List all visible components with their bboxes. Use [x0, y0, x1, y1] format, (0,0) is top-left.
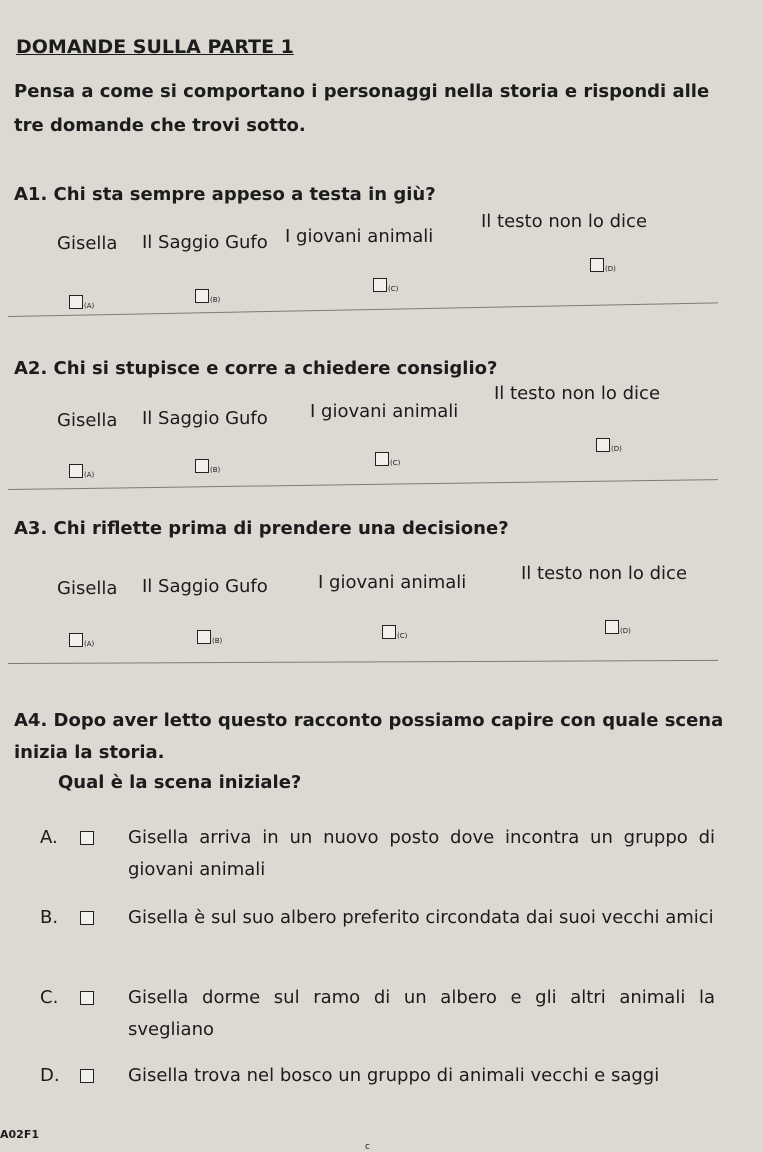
q3-checkbox-d-tag: (D): [620, 627, 631, 635]
divider: [8, 660, 718, 664]
q1-checkbox-b-tag: (B): [210, 296, 221, 304]
divider: [8, 479, 718, 490]
answer-a-letter: A.: [40, 827, 58, 848]
q2-option-b-label: Il Saggio Gufo: [142, 408, 268, 429]
q3-option-c-label: I giovani animali: [318, 572, 467, 593]
q3-checkbox-c-tag: (C): [397, 632, 408, 640]
answer-c-checkbox[interactable]: [80, 991, 94, 1005]
q3-option-a-label: Gisella: [57, 578, 118, 599]
q1-option-d-label: Il testo non lo dice: [481, 211, 648, 232]
footer-code: A02F1: [0, 1128, 39, 1141]
q1-option-a-label: Gisella: [57, 233, 118, 254]
question-a3: A3. Chi riflette prima di prendere una decisione?: [14, 518, 509, 539]
q2-checkbox-a[interactable]: [69, 460, 94, 479]
q1-checkbox-a-tag: (A): [84, 302, 95, 310]
q2-checkbox-d-tag: (D): [611, 445, 622, 453]
instructions: Pensa a come si comportano i personaggi nella storia e rispondi alle tre domande che trovi sotto.: [14, 81, 710, 136]
q2-checkbox-d[interactable]: [596, 434, 622, 453]
q3-checkbox-b[interactable]: [197, 626, 222, 645]
q2-checkbox-a-tag: (A): [84, 471, 95, 479]
q2-option-a-label: Gisella: [57, 410, 118, 431]
answer-a-text: Gisella arriva in un nuovo posto dove incontra un gruppo di giovani animali: [128, 827, 715, 880]
question-a4-subquestion: Qual è la scena iniziale?: [58, 772, 302, 793]
q1-checkbox-c-tag: (C): [388, 285, 399, 293]
q3-checkbox-b-tag: (B): [212, 637, 223, 645]
q3-option-b-label: Il Saggio Gufo: [142, 576, 268, 597]
question-a2: A2. Chi si stupisce e corre a chiedere consiglio?: [14, 358, 498, 379]
q3-checkbox-a[interactable]: [69, 629, 94, 648]
q1-option-b-label: Il Saggio Gufo: [142, 232, 268, 253]
answer-d-letter: D.: [40, 1065, 60, 1086]
answer-b-text: Gisella è sul suo albero preferito circondata dai suoi vecchi amici: [128, 907, 714, 928]
q2-checkbox-b[interactable]: [195, 455, 220, 474]
divider: [8, 302, 718, 317]
q3-checkbox-c[interactable]: [382, 621, 407, 640]
answer-b-checkbox[interactable]: [80, 911, 94, 925]
q1-option-c-label: I giovani animali: [285, 226, 434, 247]
q2-option-c-label: I giovani animali: [310, 401, 459, 422]
answer-option-c[interactable]: [40, 982, 715, 1046]
answer-option-b[interactable]: [40, 902, 715, 934]
answer-d-checkbox[interactable]: [80, 1069, 94, 1083]
q2-option-d-label: Il testo non lo dice: [494, 383, 661, 404]
q2-checkbox-c-tag: (C): [390, 459, 401, 467]
page-mark: c: [365, 1142, 370, 1152]
answer-option-d[interactable]: [40, 1060, 715, 1092]
question-a4: [14, 705, 724, 769]
question-a1: A1. Chi sta sempre appeso a testa in giù?: [14, 184, 436, 205]
page-title: DOMANDE SULLA PARTE 1: [16, 36, 294, 58]
q1-checkbox-a[interactable]: [69, 291, 94, 310]
q2-checkbox-b-tag: (B): [210, 466, 221, 474]
q3-checkbox-d[interactable]: [605, 616, 631, 635]
answer-option-a[interactable]: [40, 822, 715, 886]
answer-c-letter: C.: [40, 987, 59, 1008]
answer-d-text: Gisella trova nel bosco un gruppo di animali vecchi e saggi: [128, 1065, 660, 1086]
q1-checkbox-b[interactable]: [195, 285, 220, 304]
question-a4-text: A4. Dopo aver letto questo racconto possiamo capire con quale scena inizia la storia.: [14, 710, 724, 763]
q1-checkbox-c[interactable]: [373, 274, 398, 293]
q3-checkbox-a-tag: (A): [84, 640, 95, 648]
q2-checkbox-c[interactable]: [375, 448, 400, 467]
answer-b-letter: B.: [40, 907, 59, 928]
answer-c-text: Gisella dorme sul ramo di un albero e gli altri animali la svegliano: [128, 987, 715, 1040]
q1-checkbox-d[interactable]: [590, 254, 616, 273]
q1-checkbox-d-tag: (D): [605, 265, 616, 273]
q3-option-d-label: Il testo non lo dice: [521, 563, 688, 584]
answer-a-checkbox[interactable]: [80, 831, 94, 845]
